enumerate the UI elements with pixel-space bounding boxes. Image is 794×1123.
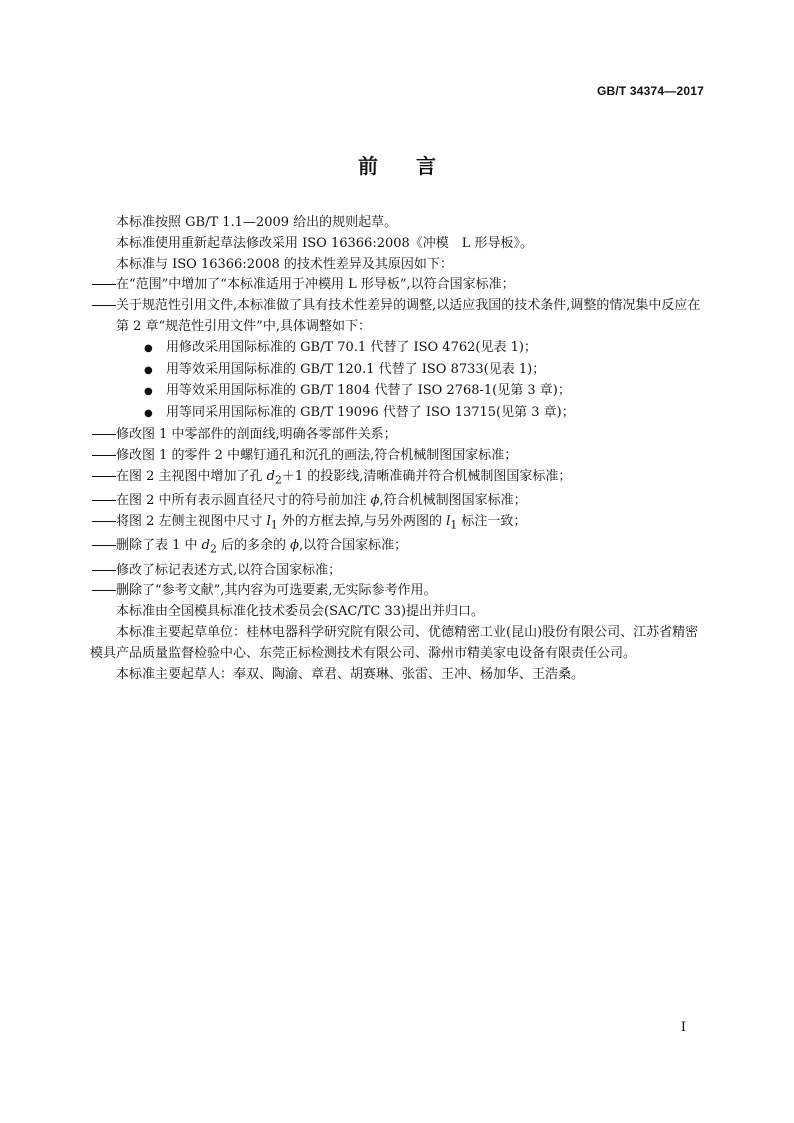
dash-item: 删除了“参考文献”,其内容为可选要素,无实际参考作用。 [116, 583, 437, 599]
math-symbol: l [446, 513, 451, 529]
math-subscript: 2 [210, 542, 217, 556]
math-symbol: ϕ [370, 492, 380, 508]
math-symbol: ϕ [290, 538, 300, 554]
bullet-item: ●用等效采用国际标准的 GB/T 120.1 代替了 ISO 8733(见表 1)； [90, 360, 710, 382]
bullet-icon [144, 338, 166, 360]
bullet-icon [144, 403, 166, 425]
math-subscript: 1 [450, 518, 458, 532]
closing-paragraph: 本标准由全国模具标准化技术委员会(SAC/TC 33)提出并归口。 [116, 604, 485, 620]
bullet-icon [144, 360, 166, 382]
math-symbol: d [266, 468, 275, 484]
bullet-item: ●用等效采用国际标准的 GB/T 1804 代替了 ISO 2768-1(见第 3 章)； [90, 381, 710, 403]
bullet-icon [144, 381, 166, 403]
intro-paragraph: 本标准与 ISO 16366:2008 的技术性差异及其原因如下： [116, 256, 453, 272]
dash-item: 修改了标记表述方式,以符合国家标准； [116, 562, 342, 578]
closing-paragraph: 本标准主要起草单位：桂林电器科学研究院有限公司、优德精密工业(昆山)股份有限公司、江苏省精密模具产品质量监督检验中心、东莞正标检测技术有限公司、滁州市精美家电设备有限责任公司。 [90, 624, 699, 661]
standard-code-header: GB/T 34374—2017 [596, 84, 704, 98]
intro-paragraph: 本标准按照 GB/T 1.1—2009 给出的规则起草。 [116, 215, 398, 230]
math-subscript: 2 [275, 473, 282, 487]
page-title: 前言 [358, 154, 474, 178]
math-symbol: l [266, 513, 271, 529]
dash-item: 在图 2 主视图中增加了孔 $d_2+1$ 的投影线,清晰准确并符合机械制图国家标准； [116, 468, 572, 487]
dash-item: 删除了表 1 中 $d_2$ 后的多余的 ϕ,以符合国家标准； [116, 538, 408, 556]
closing-paragraph: 本标准主要起草人：奉双、陶渝、章君、胡赛琳、张雷、王冲、杨加华、王浩桑。 [116, 666, 585, 682]
math-symbol: d [201, 538, 210, 554]
dash-item: 将图 2 左侧主视图中尺寸 $l_1$ 外的方框去掉,与另外两图的 $l_1$ 标注一致； [116, 513, 527, 532]
dash-item: 在“范围”中增加了“本标准适用于冲模用 L 形导板”,以符合国家标准； [116, 277, 515, 293]
dash-item: 修改图 1 的零件 2 中螺钉通孔和沉孔的画法,符合机械制图国家标准； [116, 447, 518, 463]
bullet-item: ●用等同采用国际标准的 GB/T 19096 代替了 ISO 13715(见第 3 章)； [90, 403, 710, 425]
intro-paragraph: 本标准使用重新起草法修改采用 ISO 16366:2008《冲模 L 形导板》。 [116, 235, 534, 251]
page-number: I [680, 1020, 686, 1035]
bullet-item: ●用修改采用国际标准的 GB/T 70.1 代替了 ISO 4762(见表 1)； [90, 338, 710, 360]
foreword-body [90, 213, 710, 685]
dash-item: 在图 2 中所有表示圆直径尺寸的符号前加注 ϕ,符合机械制图国家标准； [116, 492, 527, 508]
math-subscript: 1 [270, 518, 278, 532]
dash-item: 关于规范性引用文件,本标准做了具有技术性差异的调整,以适应我国的技术条件,调整的情况集中反应在第 2 章“规范性引用文件”中,具体调整如下： [116, 298, 701, 334]
dash-item: 修改图 1 中零部件的剖面线,明确各零部件关系； [116, 426, 397, 442]
